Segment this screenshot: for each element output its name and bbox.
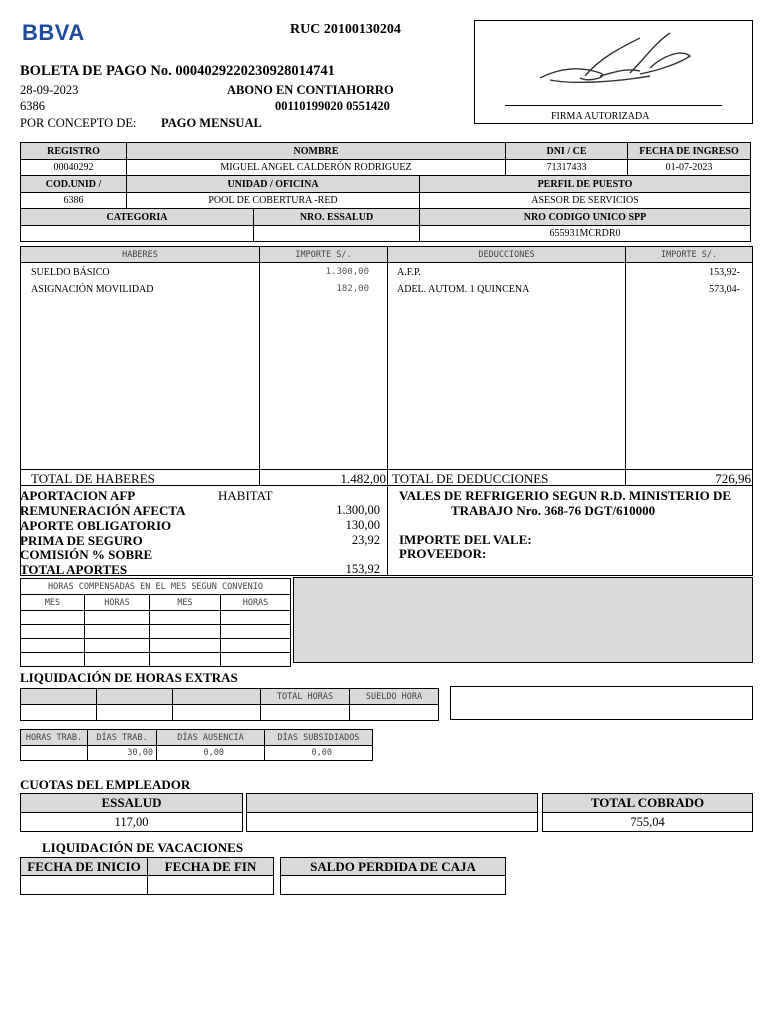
h-essalud: NRO. ESSALUD (253, 208, 420, 226)
signature-line (505, 105, 722, 106)
total-cobrado-header: TOTAL COBRADO (542, 793, 753, 813)
horas-comp-cell (20, 624, 85, 639)
dias-ausencia: 0,00 (156, 745, 265, 761)
total-deducciones: 726,96 (715, 471, 751, 486)
codunid: 6386 (20, 192, 127, 209)
horas-comp-cell (149, 638, 221, 653)
proveedor-label: PROVEEDOR: (399, 546, 487, 561)
horas-comp-cell (220, 624, 291, 639)
dias-col: DÍAS SUBSIDIADOS (264, 729, 373, 746)
he-header (96, 688, 173, 705)
bbva-logo: BBVA (22, 20, 85, 45)
horas-comp-cell (84, 610, 150, 625)
horas-comp-cell (149, 624, 221, 639)
he-cell (96, 704, 173, 721)
ruc: RUC 20100130204 (290, 22, 401, 37)
horas-extras-title: LIQUIDACIÓN DE HORAS EXTRAS (20, 670, 238, 685)
firma-label: FIRMA AUTORIZADA (551, 111, 650, 122)
prima-label: PRIMA DE SEGURO (20, 533, 143, 548)
essalud-nro (253, 225, 420, 242)
horas-comp-cell (220, 638, 291, 653)
h-perfil: PERFIL DE PUESTO (419, 175, 751, 193)
total-cobrado-value: 755,04 (542, 812, 753, 832)
vales-line1: VALES DE REFRIGERIO SEGUN R.D. MINISTERIO DE (399, 488, 732, 503)
dias-subsidiados: 0,00 (264, 745, 373, 761)
h-nombre: NOMBRE (126, 142, 506, 160)
vacaciones-title: LIQUIDACIÓN DE VACACIONES (42, 840, 244, 855)
h-importe-deducciones: IMPORTE S/. (625, 246, 753, 263)
total-deducciones-label: TOTAL DE DEDUCCIONES (392, 471, 549, 486)
comision-label: COMISIÓN % SOBRE (20, 547, 153, 562)
boleta-title: BOLETA DE PAGO No. 0004029220230928014741 (20, 63, 335, 79)
horas-comp-cell (84, 638, 150, 653)
haber-label: SUELDO BÁSICO (31, 267, 110, 278)
cuotas-title: CUOTAS DEL EMPLEADOR (20, 777, 191, 792)
h-deducciones: DEDUCCIONES (387, 246, 626, 263)
grey-panel (293, 577, 753, 663)
horas-comp-col: HORAS (84, 594, 150, 611)
horas-comp-cell (220, 652, 291, 667)
he-cell (172, 704, 261, 721)
he-cell (260, 704, 350, 721)
horas-trab (20, 745, 88, 761)
h-haberes: HABERES (20, 246, 260, 263)
fecha-fin-header: FECHA DE FIN (147, 857, 274, 876)
h-registro: REGISTRO (20, 142, 127, 160)
horas-comp-cell (20, 652, 85, 667)
aportacion-label: APORTACION AFP (20, 488, 136, 503)
ingreso: 01-07-2023 (627, 159, 751, 176)
h-unidad: UNIDAD / OFICINA (126, 175, 420, 193)
concepto-label: POR CONCEPTO DE: (20, 116, 137, 130)
office-code: 6386 (20, 99, 45, 113)
dias-col: HORAS TRAB. (20, 729, 88, 746)
vales-line2: TRABAJO Nro. 368-76 DGT/610000 (451, 503, 656, 518)
col-divider (625, 262, 626, 486)
h-categoria: CATEGORIA (20, 208, 254, 226)
haber-amount: 182,00 (336, 284, 369, 294)
categoria (20, 225, 254, 242)
h-importe-haberes: IMPORTE S/. (259, 246, 388, 263)
cuotas-blank-header (246, 793, 538, 813)
total-aportes-label: TOTAL APORTES (20, 562, 128, 575)
horas-comp-col: MES (20, 594, 85, 611)
essalud-header: ESSALUD (20, 793, 243, 813)
he-side-box (450, 686, 753, 720)
remuneracion-value: 1.300,00 (336, 503, 380, 517)
deduccion-amount: 153,92- (709, 267, 740, 278)
obligatorio-value: 130,00 (345, 518, 380, 532)
saldo-value (280, 875, 506, 895)
remuneracion-label: REMUNERACIÓN AFECTA (20, 503, 186, 518)
horas-comp-col: MES (149, 594, 221, 611)
horas-comp-cell (149, 652, 221, 667)
he-header (172, 688, 261, 705)
afp-divider (387, 485, 388, 576)
deduccion-amount: 573,04- (709, 284, 740, 295)
saldo-header: SALDO PERDIDA DE CAJA (280, 857, 506, 876)
abono-type: ABONO EN CONTIAHORRO (227, 83, 394, 97)
account-number: 00110199020 0551420 (275, 99, 390, 113)
he-header (20, 688, 97, 705)
horas-comp-cell (84, 624, 150, 639)
horas-comp-title: HORAS COMPENSADAS EN EL MES SEGUN CONVENIO (20, 578, 291, 595)
horas-comp-cell (20, 610, 85, 625)
prima-value: 23,92 (351, 533, 380, 547)
fecha-fin-value (147, 875, 274, 895)
haber-label: ASIGNACIÓN MOVILIDAD (31, 284, 154, 295)
obligatorio-label: APORTE OBLIGATORIO (20, 518, 172, 533)
he-sueldo-hora: SUELDO HORA (349, 688, 439, 705)
total-aportes-value: 153,92 (345, 562, 380, 575)
dias-col: DÍAS TRAB. (87, 729, 157, 746)
he-cell (349, 704, 439, 721)
total-divider (20, 469, 753, 470)
aportacion-value: HABITAT (218, 488, 273, 503)
he-total-horas: TOTAL HORAS (260, 688, 350, 705)
fecha-inicio-value (20, 875, 148, 895)
horas-comp-cell (84, 652, 150, 667)
horas-comp-cell (220, 610, 291, 625)
cuotas-blank-value (246, 812, 538, 832)
dias-trab: 30,00 (87, 745, 157, 761)
nombre: MIGUEL ANGEL CALDERÓN RODRIGUEZ (126, 159, 506, 176)
deduccion-label: ADEL. AUTOM. 1 QUINCENA (397, 284, 530, 295)
horas-comp-cell (20, 638, 85, 653)
dni: 71317433 (505, 159, 628, 176)
registro: 00040292 (20, 159, 127, 176)
issue-date: 28-09-2023 (20, 83, 79, 97)
haber-amount: 1.300,00 (325, 267, 369, 277)
essalud-value: 117,00 (20, 812, 243, 832)
total-haberes-label: TOTAL DE HABERES (31, 471, 155, 486)
horas-comp-cell (149, 610, 221, 625)
col-divider (387, 262, 388, 486)
importe-vale-label: IMPORTE DEL VALE: (399, 532, 532, 547)
h-codunid: COD.UNID / (20, 175, 127, 193)
unidad: POOL DE COBERTURA -RED (126, 192, 420, 209)
h-dni: DNI / CE (505, 142, 628, 160)
deduccion-label: A.F.P. (397, 267, 421, 278)
dias-col: DÍAS AUSENCIA (156, 729, 265, 746)
total-haberes: 1.482,00 (340, 471, 386, 486)
col-divider (259, 262, 260, 486)
signature-icon (530, 28, 700, 93)
perfil: ASESOR DE SERVICIOS (419, 192, 751, 209)
spp-code: 655931MCRDR0 (419, 225, 751, 242)
he-cell (20, 704, 97, 721)
h-spp: NRO CODIGO UNICO SPP (419, 208, 751, 226)
concepto-value: PAGO MENSUAL (161, 116, 262, 130)
fecha-inicio-header: FECHA DE INICIO (20, 857, 148, 876)
horas-comp-col: HORAS (220, 594, 291, 611)
h-ingreso: FECHA DE INGRESO (627, 142, 751, 160)
